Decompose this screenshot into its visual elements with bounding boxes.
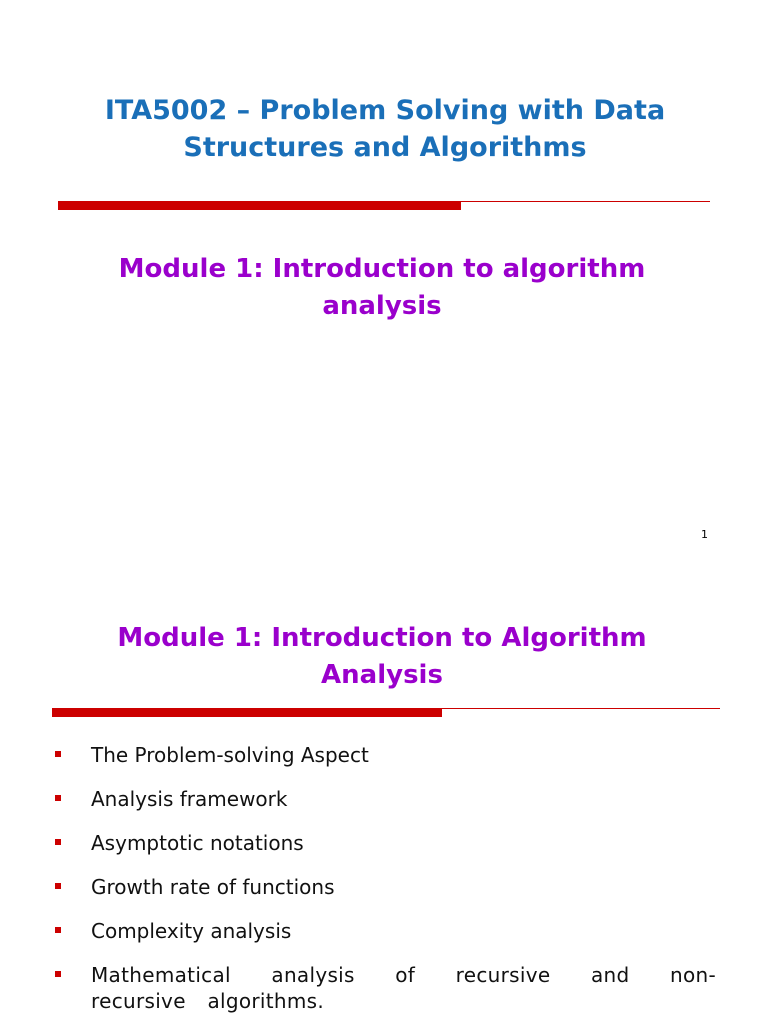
list-item-label: Asymptotic notations [91,831,304,855]
title-divider-thin [461,201,710,202]
square-bullet-icon [55,751,61,757]
list-item-label: The Problem-solving Aspect [91,743,369,767]
list-item-label: Mathematical analysis of recursive and non-recursive algorithms. [91,963,716,1013]
list-item-label: Analysis framework [91,787,288,811]
list-item [52,918,716,944]
module-title: Module 1: Introduction to Algorithm Analysis [117,623,647,690]
square-bullet-icon [55,883,61,889]
list-item [52,874,716,900]
title-divider-thick [58,201,461,210]
square-bullet-icon [55,927,61,933]
list-item [52,962,716,1014]
topic-list [52,742,716,1032]
course-title: ITA5002 – Problem Solving with Data Structures and Algorithms [104,95,666,163]
square-bullet-icon [55,971,61,977]
title-divider-thin [442,708,720,709]
list-item-label: Growth rate of functions [91,875,335,899]
page-number: 1 [701,528,708,541]
list-item [52,830,716,856]
square-bullet-icon [55,795,61,801]
module-title: Module 1: Introduction to algorithm analysis [118,254,646,321]
list-item [52,742,716,768]
square-bullet-icon [55,839,61,845]
title-divider-thick [52,708,442,717]
list-item [52,786,716,812]
list-item-label: Complexity analysis [91,919,292,943]
slide-2 [0,580,768,1024]
